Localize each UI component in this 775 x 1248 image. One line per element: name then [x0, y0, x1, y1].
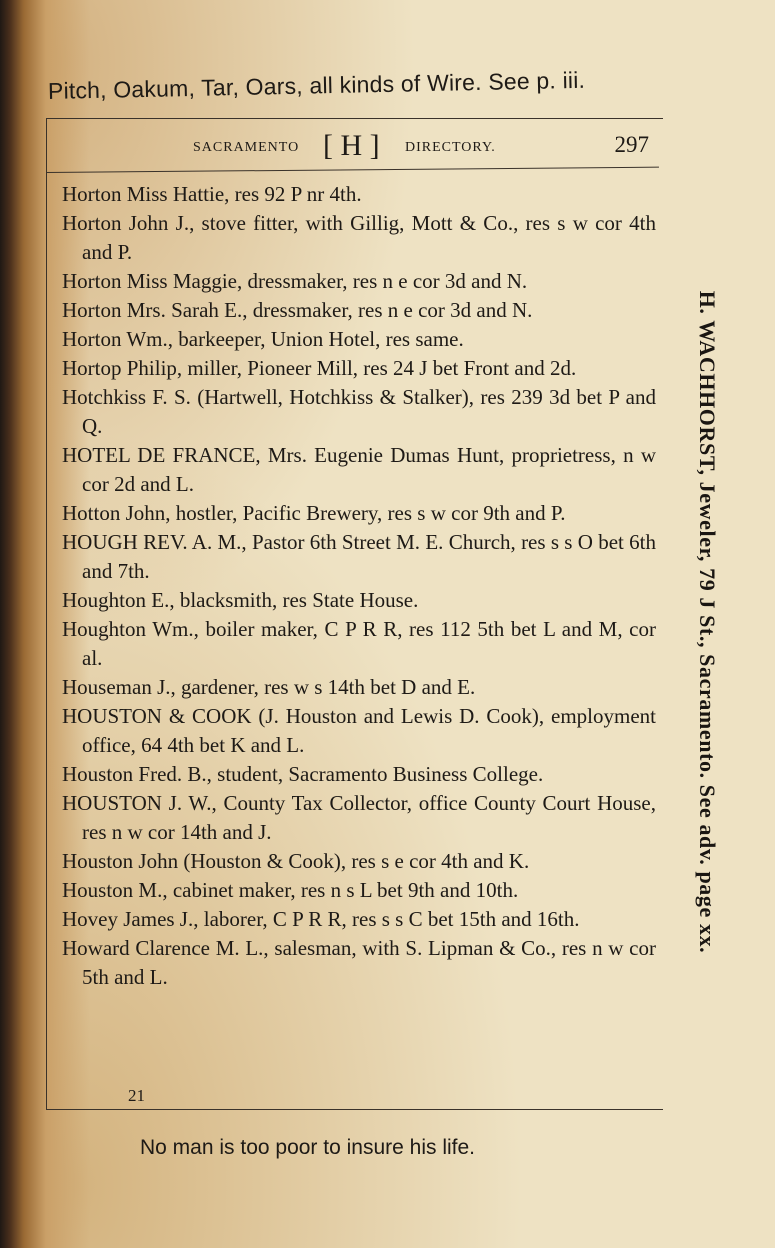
- directory-entry: HOUSTON J. W., County Tax Collector, office County Court House, res n w cor 14th and J.: [62, 791, 656, 844]
- directory-entry: Houghton E., blacksmith, res State House.: [62, 588, 419, 612]
- header-letter: [ H ]: [323, 129, 380, 162]
- directory-entry: Horton Wm., barkeeper, Union Hotel, res same.: [62, 327, 464, 351]
- directory-entry: Houston M., cabinet maker, res n s L bet 9th and 10th.: [62, 878, 519, 902]
- directory-entry: HOTEL DE FRANCE, Mrs. Eugenie Dumas Hunt, proprietress, n w cor 2d and L.: [62, 443, 656, 496]
- directory-entry: HOUGH REV. A. M., Pastor 6th Street M. E. Church, res s s O bet 6th and 7th.: [62, 530, 656, 583]
- directory-entries: [62, 180, 656, 992]
- directory-entry: Hotchkiss F. S. (Hartwell, Hotchkiss & Stalker), res 239 3d bet P and Q.: [62, 385, 656, 438]
- signature-mark: 21: [128, 1086, 145, 1105]
- header-city: SACRAMENTO: [193, 140, 300, 155]
- directory-entry: Horton Miss Maggie, dressmaker, res n e cor 3d and N.: [62, 269, 528, 293]
- side-advertisement-text: H. WACHHORST, Jeweler, 79 J St., Sacramento. See adv. page xx.: [695, 290, 720, 954]
- directory-entry: Houseman J., gardener, res w s 14th bet D and E.: [62, 675, 476, 699]
- directory-entry: Houghton Wm., boiler maker, C P R R, res 112 5th bet L and M, cor al.: [62, 617, 656, 670]
- directory-entry: Houston John (Houston & Cook), res s e cor 4th and K.: [62, 849, 530, 873]
- running-header: [47, 124, 659, 168]
- directory-entry: Houston Fred. B., student, Sacramento Business College.: [62, 762, 544, 786]
- directory-entry: Horton Mrs. Sarah E., dressmaker, res n e cor 3d and N.: [62, 298, 533, 322]
- directory-entry: HOUSTON & COOK (J. Houston and Lewis D. Cook), employment office, 64 4th bet K and L.: [62, 704, 656, 757]
- page-number: 297: [614, 132, 649, 157]
- directory-entry: Horton John J., stove fitter, with Gillig, Mott & Co., res s w cor 4th and P.: [62, 211, 656, 264]
- directory-entry: Horton Miss Hattie, res 92 P nr 4th.: [62, 182, 362, 206]
- bottom-advertisement: No man is too poor to insure his life.: [140, 1136, 475, 1159]
- directory-entry: Howard Clarence M. L., salesman, with S. Lipman & Co., res n w cor 5th and L.: [62, 936, 656, 989]
- directory-entry: Hortop Philip, miller, Pioneer Mill, res 24 J bet Front and 2d.: [62, 356, 577, 380]
- directory-entry: Hovey James J., laborer, C P R R, res s s C bet 15th and 16th.: [62, 907, 580, 931]
- directory-entry: Hotton John, hostler, Pacific Brewery, res s w cor 9th and P.: [62, 501, 566, 525]
- header-title: DIRECTORY.: [405, 140, 496, 155]
- top-advertisement: Pitch, Oakum, Tar, Oars, all kinds of Wire. See p. iii.: [47, 66, 586, 104]
